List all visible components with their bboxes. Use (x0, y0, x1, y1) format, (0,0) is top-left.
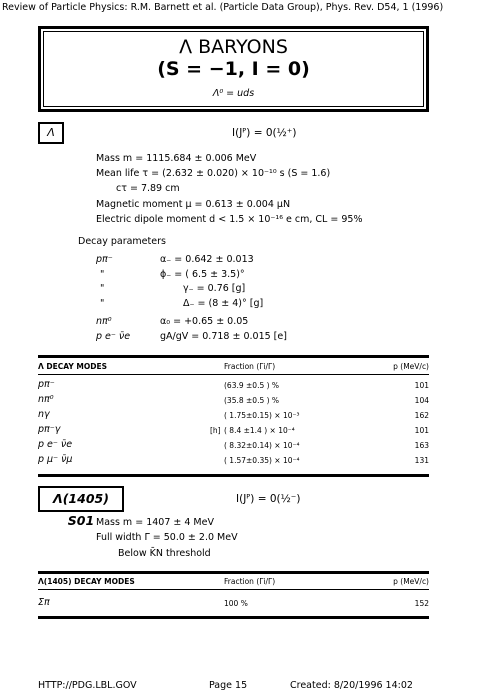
footer-page: Page 15 (209, 680, 248, 691)
footer-created: Created: 8/20/1996 14:02 (290, 680, 413, 691)
decay-param-mode: p e⁻ ν̄e (96, 331, 131, 342)
mode-fraction: ( 1.57±0.35) × 10⁻⁴ (224, 456, 300, 465)
lambda-edm: Electric dipole moment d < 1.5 × 10⁻¹⁶ e cm, CL = 95% (96, 214, 363, 225)
mode-name: p μ⁻ ν̄μ (38, 454, 73, 465)
modes-header-left: Λ DECAY MODES (38, 362, 107, 371)
page-title: Λ BARYONS (179, 36, 288, 58)
mode-fraction: ( 8.32±0.14) × 10⁻⁴ (224, 441, 300, 450)
decay-param-value: α₀ = +0.65 ± 0.05 (160, 316, 249, 327)
mode-name: p e⁻ ν̄e (38, 439, 73, 450)
modes-header-right: p (MeV/c) (393, 362, 429, 371)
lambda-quantum-numbers: I(Jᴾ) = 0(½⁺) (232, 127, 297, 139)
decay-param-mode: nπ⁰ (96, 316, 112, 327)
mode-momentum: 152 (414, 599, 429, 608)
decay-param-mode: " (100, 298, 105, 309)
decay-params-heading: Decay parameters (78, 236, 166, 247)
decay-param-mode: " (100, 269, 105, 280)
decay-param-mode: " (100, 283, 105, 294)
lambda-magnetic-moment: Magnetic moment μ = 0.613 ± 0.004 μN (96, 199, 291, 210)
modes-header-mid: Fraction (Γi/Γ) (224, 362, 276, 371)
modes-header-mid: Fraction (Γi/Γ) (224, 577, 276, 586)
decay-param-value: α₋ = 0.642 ± 0.013 (160, 254, 254, 265)
table-bottom-rule (38, 474, 429, 477)
table-top-rule (38, 355, 429, 358)
lambda-mass: Mass m = 1115.684 ± 0.006 MeV (96, 153, 257, 164)
mode-fraction: ( 1.75±0.15) × 10⁻³ (224, 411, 300, 420)
modes-header-left: Λ(1405) DECAY MODES (38, 577, 135, 586)
lambda1405-quantum-numbers: I(Jᴾ) = 0(½⁻) (236, 493, 301, 505)
mode-momentum: 163 (414, 441, 429, 450)
mode-name: Σπ (38, 597, 50, 608)
lambda1405-symbol-box: Λ(1405) S01 (38, 486, 124, 512)
mode-fraction: 100 % (224, 599, 248, 608)
mode-momentum: 104 (414, 396, 429, 405)
page-subtitle: (S = −1, I = 0) (157, 58, 310, 80)
mode-fraction: (63.9 ±0.5 ) % (224, 381, 280, 390)
table-bottom-rule (38, 616, 429, 619)
lambda1405-mass: Mass m = 1407 ± 4 MeV (96, 517, 214, 528)
mode-momentum: 162 (414, 411, 429, 420)
lambda1405-threshold: Below K̄N threshold (118, 548, 211, 559)
mode-note: [h] (210, 426, 221, 435)
mode-momentum: 101 (414, 426, 429, 435)
quark-content: Λ⁰ = uds (212, 88, 255, 99)
decay-param-value: ϕ₋ = ( 6.5 ± 3.5)° (160, 269, 245, 280)
lambda-symbol-box: Λ (38, 122, 64, 144)
mode-name: pπ⁻ (38, 379, 55, 390)
lambda-ctau: cτ = 7.89 cm (116, 183, 180, 194)
modes-header-right: p (MeV/c) (393, 577, 429, 586)
decay-param-value: Δ₋ = (8 ± 4)° [g] (183, 298, 264, 309)
mode-fraction: ( 8.4 ±1.4 ) × 10⁻⁴ (224, 426, 295, 435)
table-top-rule (38, 571, 429, 574)
mode-fraction: (35.8 ±0.5 ) % (224, 396, 280, 405)
table-header-rule (38, 374, 429, 375)
mode-name: pπ⁻γ (38, 424, 61, 435)
footer-url[interactable]: HTTP://PDG.LBL.GOV (38, 680, 137, 691)
mode-name: nγ (38, 409, 50, 420)
lambda-mean-life: Mean life τ = (2.632 ± 0.020) × 10⁻¹⁰ s (S = 1.6) (96, 168, 331, 179)
decay-param-value: gA/gV = 0.718 ± 0.015 [e] (160, 331, 287, 342)
mode-name: nπ⁰ (38, 394, 54, 405)
lambda1405-width: Full width Γ = 50.0 ± 2.0 MeV (96, 532, 238, 543)
table-header-rule (38, 589, 429, 590)
mode-momentum: 131 (414, 456, 429, 465)
decay-param-mode: pπ⁻ (96, 254, 113, 265)
decay-param-value: γ₋ = 0.76 [g] (183, 283, 246, 294)
mode-momentum: 101 (414, 381, 429, 390)
page-header: Review of Particle Physics: R.M. Barnett et al. (Particle Data Group), Phys. Rev. D54, 1 (1996) (2, 2, 444, 13)
